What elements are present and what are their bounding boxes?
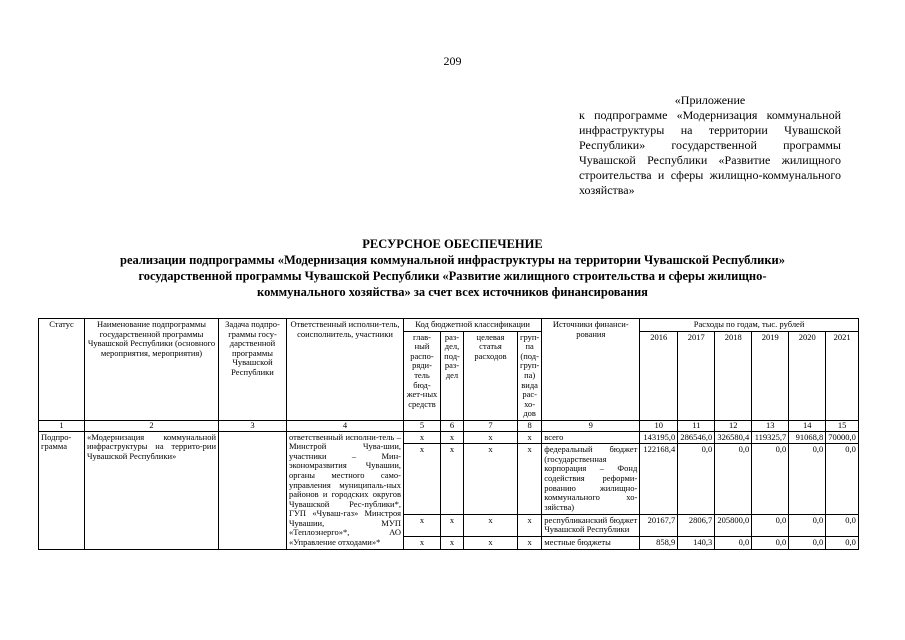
header-group: груп-па (под-груп-па) вида рас-хо-дов: [518, 331, 542, 420]
col-number: 4: [287, 420, 404, 431]
code-cell: x: [518, 536, 542, 549]
code-cell: x: [441, 444, 464, 515]
column-numbers-row: [39, 420, 859, 431]
document-title: [0, 236, 905, 300]
col-number: 15: [826, 420, 859, 431]
value-cell: 0,0: [752, 536, 789, 549]
code-cell: x: [518, 514, 542, 536]
col-number: 10: [640, 420, 678, 431]
resource-table: [38, 318, 859, 550]
value-cell: 2806,7: [678, 514, 715, 536]
code-cell: x: [518, 431, 542, 444]
value-cell: 205800,0: [715, 514, 752, 536]
header-target: целевая статья расходов: [464, 331, 518, 420]
value-cell: 858,9: [640, 536, 678, 549]
header-year: 2019: [752, 331, 789, 420]
appendix-heading: «Приложение: [674, 93, 746, 107]
col-number: 14: [789, 420, 826, 431]
code-cell: x: [464, 431, 518, 444]
code-cell: x: [464, 444, 518, 515]
row-status: Подпро-грамма: [39, 431, 85, 549]
code-cell: x: [404, 431, 441, 444]
title-line4: коммунального хозяйства» за счет всех источников финансирования: [257, 285, 648, 299]
code-cell: x: [404, 514, 441, 536]
code-cell: x: [464, 514, 518, 536]
value-cell: 20167,7: [640, 514, 678, 536]
value-cell: 0,0: [826, 536, 859, 549]
value-cell: 326580,4: [715, 431, 752, 444]
value-cell: 0,0: [752, 444, 789, 515]
value-cell: 140,3: [678, 536, 715, 549]
col-number: 9: [542, 420, 640, 431]
header-responsible: Ответственный исполни-тель, соисполнитель, участники: [287, 319, 404, 421]
code-cell: x: [441, 514, 464, 536]
code-cell: x: [518, 444, 542, 515]
value-cell: 0,0: [678, 444, 715, 515]
code-cell: x: [441, 431, 464, 444]
code-cell: x: [404, 536, 441, 549]
header-grbs: глав-ный распо-ряди-тель бюд-жет-ных средств: [404, 331, 441, 420]
header-year: 2018: [715, 331, 752, 420]
code-cell: x: [404, 444, 441, 515]
row-task: [219, 431, 287, 549]
appendix-note: [579, 93, 841, 198]
header-sources: Источники финанси-рования: [542, 319, 640, 421]
col-number: 1: [39, 420, 85, 431]
title-line2: реализации подпрограммы «Модернизация коммунальной инфраструктуры на территории Чувашской Республики»: [120, 253, 785, 267]
value-cell: 119325,7: [752, 431, 789, 444]
col-number: 6: [441, 420, 464, 431]
value-cell: 0,0: [752, 514, 789, 536]
header-expenses: Расходы по годам, тыс. рублей: [640, 319, 859, 332]
header-section: раз-дел, под-раз-дел: [441, 331, 464, 420]
value-cell: 0,0: [789, 444, 826, 515]
value-cell: 91068,8: [789, 431, 826, 444]
value-cell: 0,0: [789, 536, 826, 549]
col-number: 2: [85, 420, 219, 431]
code-cell: x: [464, 536, 518, 549]
col-number: 12: [715, 420, 752, 431]
header-budget-code: Код бюджетной классификации: [404, 319, 542, 332]
col-number: 5: [404, 420, 441, 431]
code-cell: x: [441, 536, 464, 549]
source-label: всего: [542, 431, 640, 444]
value-cell: 286546,0: [678, 431, 715, 444]
col-number: 11: [678, 420, 715, 431]
header-year: 2016: [640, 331, 678, 420]
page-number: 209: [443, 54, 462, 68]
value-cell: 0,0: [826, 444, 859, 515]
col-number: 13: [752, 420, 789, 431]
source-label: республиканский бюджет Чувашской Республики: [542, 514, 640, 536]
header-year: 2021: [826, 331, 859, 420]
source-label: федеральный бюджет (государственная корпорация – Фонд содействия реформи-рованию жилищно-коммунального хо-зяйства): [542, 444, 640, 515]
value-cell: 70000,0: [826, 431, 859, 444]
value-cell: 143195,0: [640, 431, 678, 444]
row-name: «Модернизация коммунальной инфраструктуры на террито-рии Чувашской Республики»: [85, 431, 219, 549]
header-year: 2020: [789, 331, 826, 420]
source-label: местные бюджеты: [542, 536, 640, 549]
title-main: РЕСУРСНОЕ ОБЕСПЕЧЕНИЕ: [362, 237, 543, 251]
header-year: 2017: [678, 331, 715, 420]
appendix-body: к подпрограмме «Модернизация коммунальной инфраструктуры на территории Чувашской Республики» государственной программы Чувашской Республики «Развитие жилищного строительства и сферы жилищно-коммунального хозяйства»: [579, 108, 841, 197]
value-cell: 0,0: [826, 514, 859, 536]
value-cell: 0,0: [789, 514, 826, 536]
title-line3: государственной программы Чувашской Республики «Развитие жилищного строительства и сферы жилищно-: [138, 269, 767, 283]
value-cell: 122168,4: [640, 444, 678, 515]
header-task: Задача подпро-граммы госу-дарственной программы Чувашской Республики: [219, 319, 287, 421]
table-row: [39, 431, 859, 444]
header-name: Наименование подпрограммы государственной программы Чувашской Республики (основного мероприятия, мероприятия): [85, 319, 219, 421]
value-cell: 0,0: [715, 536, 752, 549]
col-number: 7: [464, 420, 518, 431]
col-number: 3: [219, 420, 287, 431]
header-status: Статус: [39, 319, 85, 421]
row-responsible: ответственный исполни-тель – Минстрой Чува-шии, участники – Мин-экономразвития Чувашии, органы местного само-управления муниципаль-ных районов и городских округов Чувашской Рес-публики*, ГУП «Чуваш-газ» Минстроя Чувашии, МУП «Теплоэнерго»*, АО «Управление отходами»*: [287, 431, 404, 549]
col-number: 8: [518, 420, 542, 431]
value-cell: 0,0: [715, 444, 752, 515]
